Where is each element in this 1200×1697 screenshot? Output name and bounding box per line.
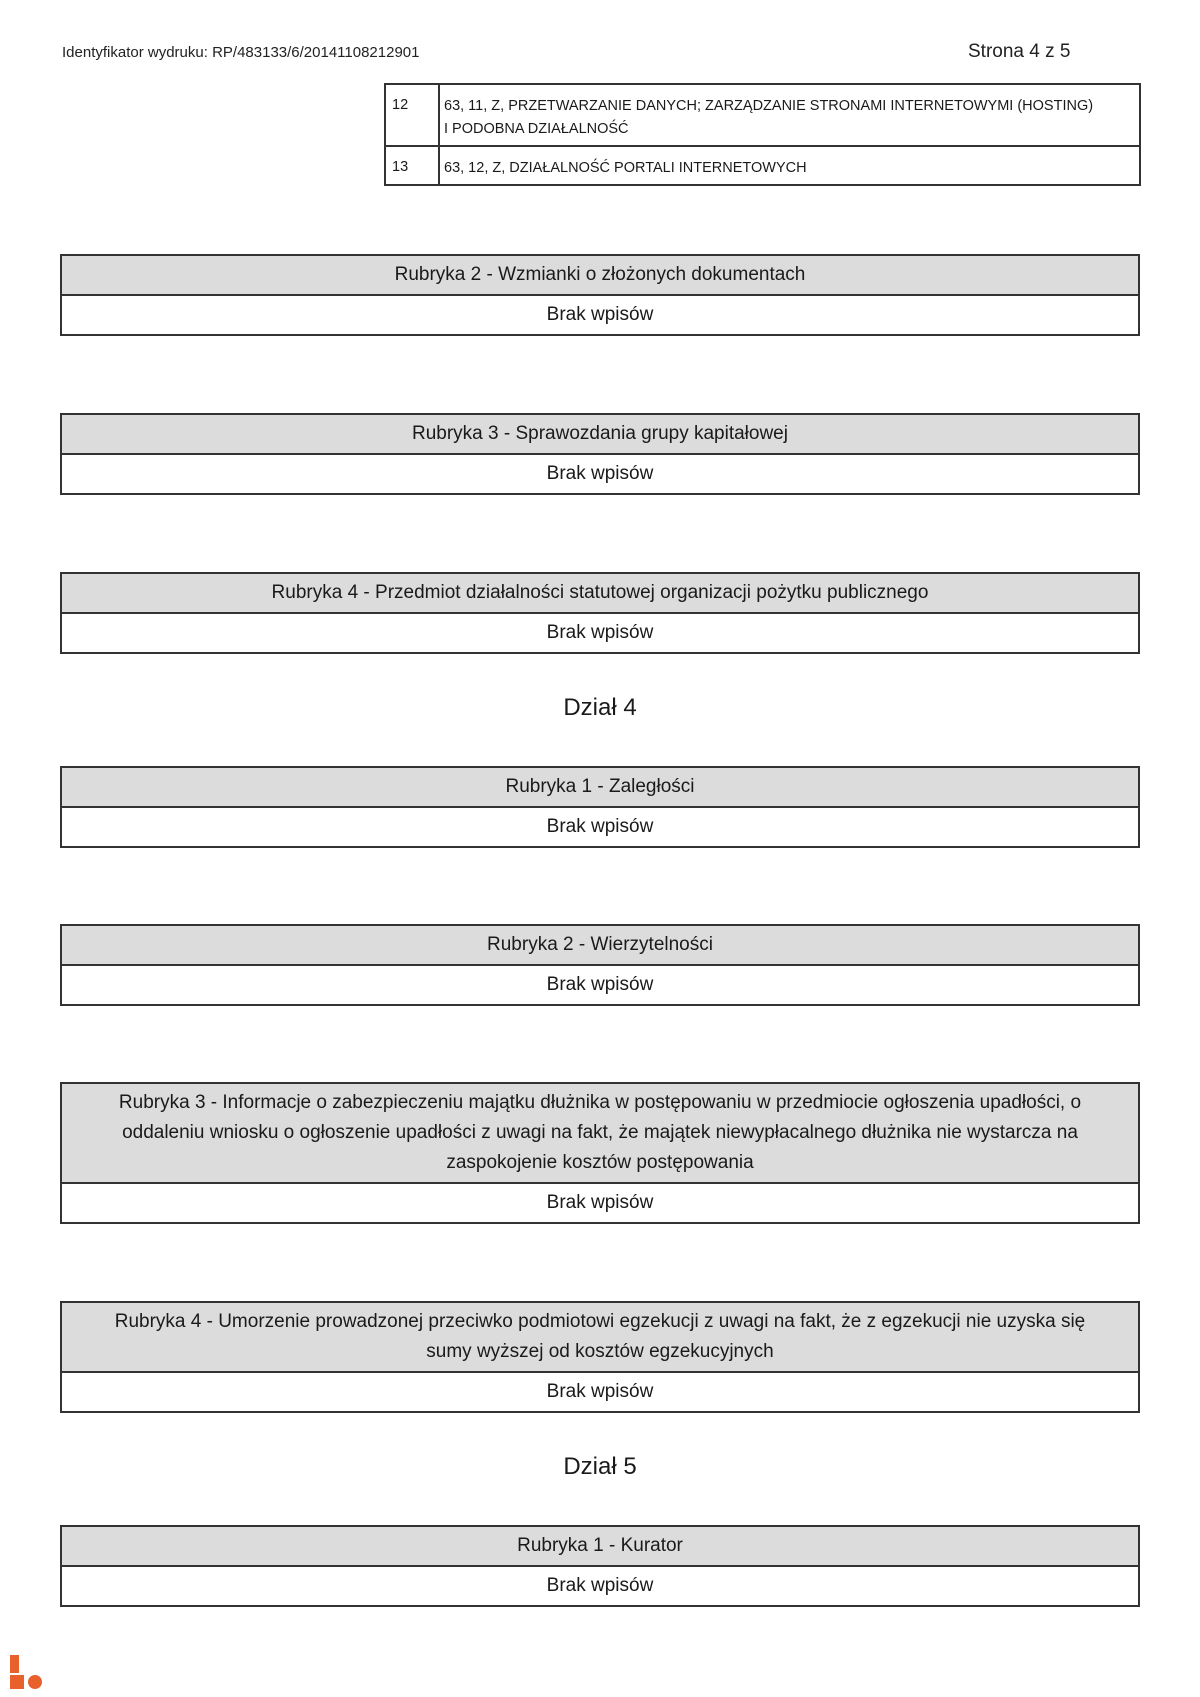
section-value: Brak wpisów [546, 1575, 654, 1596]
section-value: Brak wpisów [546, 1381, 654, 1402]
section-title [62, 1303, 1138, 1373]
section-title: Rubryka 4 - Przedmiot działalności statutowej organizacji pożytku publicznego [62, 574, 1138, 614]
row-text-line: I PODOBNA DZIAŁALNOŚĆ [444, 121, 629, 137]
print-identifier: Identyfikator wydruku: RP/483133/6/20141108212901 [62, 44, 420, 61]
section-value: Brak wpisów [546, 622, 654, 643]
section-rubryka-2-dokumenty [60, 254, 1140, 336]
table-row [385, 146, 1140, 185]
row-number: 12 [385, 84, 439, 146]
section-title-line: zaspokojenie kosztów postępowania [446, 1152, 754, 1173]
section-title [62, 1084, 1138, 1184]
row-number: 13 [385, 146, 439, 185]
row-text: 63, 12, Z, DZIAŁALNOŚĆ PORTALI INTERNETOWYCH [439, 146, 1140, 185]
section-title-line: oddaleniu wniosku o ogłoszenie upadłości z uwagi na fakt, że majątek niewypłacalnego dłużnika nie wystarcza na [122, 1122, 1078, 1143]
table-row [385, 84, 1140, 146]
section-rubryka-1-zaleglosci [60, 766, 1140, 848]
section-rubryka-1-kurator [60, 1525, 1140, 1607]
dzial-4-heading: Dział 4 [563, 694, 637, 721]
section-rubryka-3-sprawozdania [60, 413, 1140, 495]
section-value: Brak wpisów [546, 816, 654, 837]
pkd-table [384, 83, 1141, 186]
section-title: Rubryka 2 - Wierzytelności [62, 926, 1138, 966]
section-value: Brak wpisów [546, 974, 654, 995]
brand-logo-icon [8, 1655, 44, 1691]
section-rubryka-4-umorzenie [60, 1301, 1140, 1413]
section-title-line: sumy wyższej od kosztów egzekucyjnych [426, 1341, 774, 1362]
page-number: Strona 4 z 5 [968, 41, 1071, 62]
section-rubryka-4-opp [60, 572, 1140, 654]
dzial-5-heading: Dział 5 [563, 1453, 637, 1480]
section-value: Brak wpisów [546, 1192, 654, 1213]
section-rubryka-3-zabezpieczenie [60, 1082, 1140, 1224]
section-title-line: Rubryka 3 - Informacje o zabezpieczeniu majątku dłużnika w postępowaniu w przedmiocie ogłoszenia upadłości, o [118, 1092, 1082, 1113]
section-title: Rubryka 2 - Wzmianki o złożonych dokumentach [62, 256, 1138, 296]
section-title: Rubryka 3 - Sprawozdania grupy kapitałowej [62, 415, 1138, 455]
section-value: Brak wpisów [546, 304, 654, 325]
section-title: Rubryka 1 - Kurator [62, 1527, 1138, 1567]
row-text-line: 63, 11, Z, PRZETWARZANIE DANYCH; ZARZĄDZANIE STRONAMI INTERNETOWYMI (HOSTING) [444, 98, 1094, 114]
section-value: Brak wpisów [546, 463, 654, 484]
section-title-line: Rubryka 4 - Umorzenie prowadzonej przeciwko podmiotowi egzekucji z uwagi na fakt, że z egzekucji nie uzyska się [114, 1311, 1086, 1332]
section-rubryka-2-wierzytelnosci [60, 924, 1140, 1006]
section-title: Rubryka 1 - Zaległości [62, 768, 1138, 808]
row-text [439, 84, 1140, 146]
